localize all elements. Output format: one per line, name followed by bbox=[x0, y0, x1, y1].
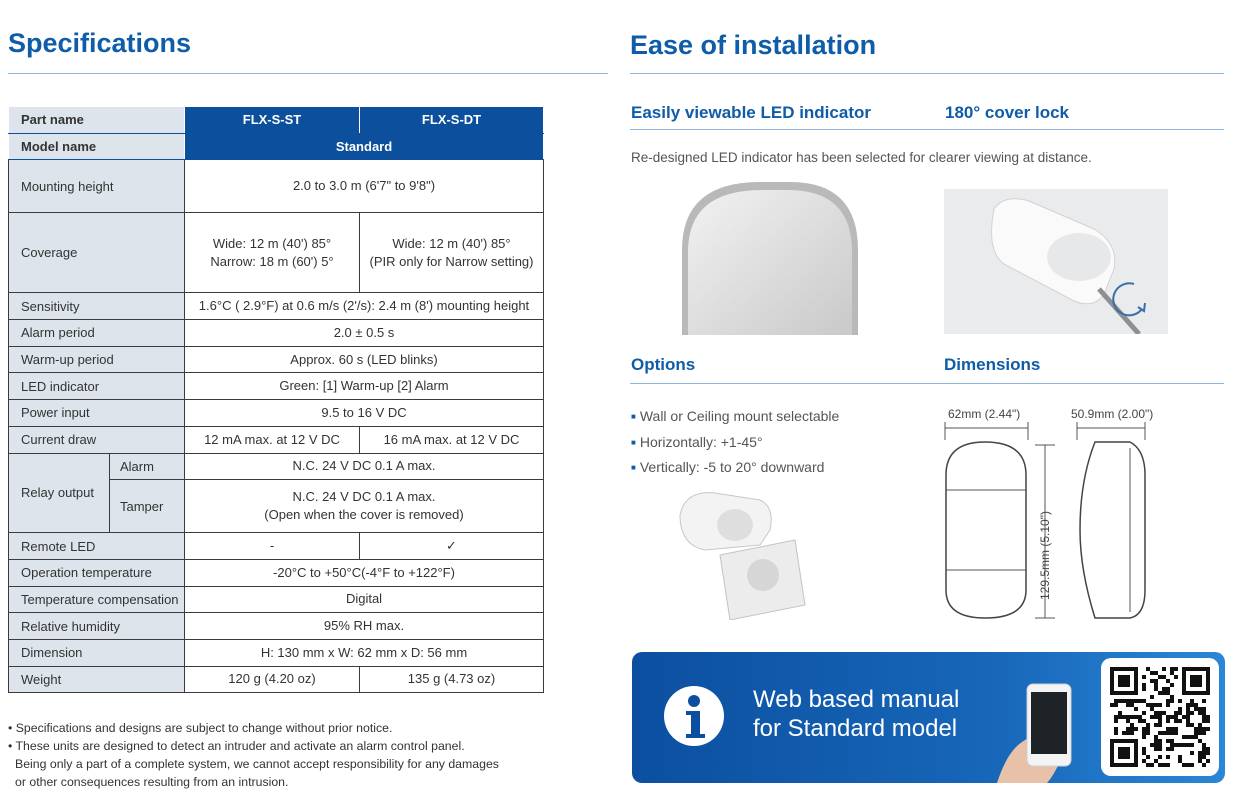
footnote-line: • Specifications and designs are subject to change without prior notice. bbox=[8, 721, 393, 735]
header-col-dt: FLX-S-DT bbox=[360, 107, 544, 134]
row-value-dt: 16 mA max. at 12 V DC bbox=[360, 426, 544, 453]
cover-lock-image bbox=[944, 189, 1168, 334]
table-row bbox=[9, 453, 544, 480]
table-row bbox=[9, 293, 544, 320]
footnote-line: or other consequences resulting from an intrusion. bbox=[15, 775, 289, 789]
dimensions-heading: Dimensions bbox=[944, 355, 1041, 374]
row-value-st: - bbox=[185, 533, 360, 560]
banner-line2: for Standard model bbox=[753, 715, 958, 742]
row-label: Relative humidity bbox=[9, 613, 185, 640]
table-row bbox=[9, 586, 544, 613]
bracket-icon bbox=[675, 485, 815, 620]
row-value-dt: ✓ bbox=[360, 533, 544, 560]
row-value: -20°C to +50°C(-4°F to +122°F) bbox=[185, 559, 544, 586]
row-value: Digital bbox=[185, 586, 544, 613]
row-label: Remote LED bbox=[9, 533, 185, 560]
section-divider bbox=[630, 129, 1224, 130]
footnote-line: Being only a part of a complete system, we cannot accept responsibility for any damages bbox=[15, 757, 499, 771]
row-label: Alarm period bbox=[9, 320, 185, 347]
qr-code-icon bbox=[1110, 667, 1210, 767]
coverage-dt-line1: Wide: 12 m (40') 85° bbox=[392, 235, 511, 251]
row-value: 1.6°C ( 2.9°F) at 0.6 m/s (2'/s): 2.4 m (8') mounting height bbox=[185, 293, 544, 320]
list-item: ■ Horizontally: +1-45° bbox=[631, 431, 839, 457]
section-divider bbox=[630, 383, 1224, 384]
table-row bbox=[9, 533, 544, 560]
page-title-specifications: Specifications bbox=[8, 28, 192, 58]
row-value: H: 130 mm x W: 62 mm x D: 56 mm bbox=[185, 639, 544, 666]
specifications-table bbox=[8, 106, 544, 693]
row-value: 9.5 to 16 V DC bbox=[185, 400, 544, 427]
row-value-st: 12 mA max. at 12 V DC bbox=[185, 426, 360, 453]
table-row bbox=[9, 346, 544, 373]
banner-text bbox=[753, 685, 959, 743]
header-col-st: FLX-S-ST bbox=[185, 107, 360, 134]
row-label: Sensitivity bbox=[9, 293, 185, 320]
table-row bbox=[9, 666, 544, 693]
led-indicator-heading: Easily viewable LED indicator bbox=[631, 103, 871, 122]
led-indicator-image bbox=[680, 180, 860, 335]
row-sublabel: Tamper bbox=[110, 480, 185, 533]
web-manual-banner[interactable] bbox=[632, 652, 1225, 783]
row-label: Relay output bbox=[9, 453, 110, 533]
row-label: Mounting height bbox=[9, 160, 185, 213]
tamper-line2: (Open when the cover is removed) bbox=[264, 507, 464, 523]
dim-height-label: 129.5mm (5.10") bbox=[1038, 511, 1052, 600]
banner-line1: Web based manual bbox=[753, 686, 960, 713]
row-value-dt: 135 g (4.73 oz) bbox=[360, 666, 544, 693]
row-label: Coverage bbox=[9, 213, 185, 293]
table-row bbox=[9, 213, 544, 293]
mount-bracket-image bbox=[675, 485, 815, 620]
header-model-value: Standard bbox=[185, 133, 544, 160]
table-row bbox=[9, 160, 544, 213]
row-value: N.C. 24 V DC 0.1 A max. bbox=[185, 453, 544, 480]
options-heading: Options bbox=[631, 355, 696, 374]
title-divider bbox=[8, 73, 608, 74]
info-icon bbox=[662, 684, 726, 748]
table-row bbox=[9, 559, 544, 586]
table-header-row bbox=[9, 107, 544, 134]
row-value: Green: [1] Warm-up [2] Alarm bbox=[185, 373, 544, 400]
table-row bbox=[9, 373, 544, 400]
phone-in-hand-icon bbox=[987, 672, 1107, 783]
footnotes bbox=[8, 719, 568, 791]
row-label: Operation temperature bbox=[9, 559, 185, 586]
coverage-st-line1: Wide: 12 m (40') 85° bbox=[212, 235, 332, 251]
table-row bbox=[9, 426, 544, 453]
table-row bbox=[9, 400, 544, 427]
header-label-part-name: Part name bbox=[9, 107, 185, 134]
row-value bbox=[185, 480, 544, 533]
row-label: Power input bbox=[9, 400, 185, 427]
row-value-st: 120 g (4.20 oz) bbox=[185, 666, 360, 693]
row-label: Dimension bbox=[9, 639, 185, 666]
table-row bbox=[9, 320, 544, 347]
row-value: Approx. 60 s (LED blinks) bbox=[185, 346, 544, 373]
row-value: 2.0 to 3.0 m (6'7" to 9'8") bbox=[185, 160, 544, 213]
list-item: ■ Vertically: -5 to 20° downward bbox=[631, 456, 839, 482]
dim-depth-label: 50.9mm (2.00") bbox=[1071, 407, 1154, 421]
row-label: Temperature compensation bbox=[9, 586, 185, 613]
cover-lock-heading: 180° cover lock bbox=[945, 103, 1069, 122]
footnote-line: • These units are designed to detect an intruder and activate an alarm control panel. bbox=[8, 739, 465, 753]
row-label: Weight bbox=[9, 666, 185, 693]
row-sublabel: Alarm bbox=[110, 453, 185, 480]
list-item: ■ Wall or Ceiling mount selectable bbox=[631, 405, 839, 431]
qr-code-frame[interactable] bbox=[1101, 658, 1219, 776]
row-value: 2.0 ± 0.5 s bbox=[185, 320, 544, 347]
dim-width-label: 62mm (2.44") bbox=[948, 407, 1021, 421]
options-list bbox=[631, 405, 839, 482]
page-title-ease-of-installation: Ease of installation bbox=[630, 30, 877, 60]
row-label: Warm-up period bbox=[9, 346, 185, 373]
sensor-front-icon bbox=[680, 180, 860, 335]
table-header-row bbox=[9, 133, 544, 160]
coverage-dt-line2: (PIR only for Narrow setting) bbox=[369, 253, 534, 269]
row-value: 95% RH max. bbox=[185, 613, 544, 640]
table-row bbox=[9, 639, 544, 666]
row-label: LED indicator bbox=[9, 373, 185, 400]
row-label: Current draw bbox=[9, 426, 185, 453]
coverage-st-line2: Narrow: 18 m (60') 5° bbox=[210, 253, 334, 269]
led-description: Re-designed LED indicator has been selected for clearer viewing at distance. bbox=[631, 150, 1092, 165]
row-value-dt bbox=[360, 213, 544, 293]
header-label-model-name: Model name bbox=[9, 133, 185, 160]
cover-lock-icon bbox=[944, 189, 1168, 334]
tamper-line1: N.C. 24 V DC 0.1 A max. bbox=[292, 489, 436, 505]
title-divider bbox=[630, 73, 1224, 74]
table-row bbox=[9, 613, 544, 640]
row-value-st bbox=[185, 213, 360, 293]
